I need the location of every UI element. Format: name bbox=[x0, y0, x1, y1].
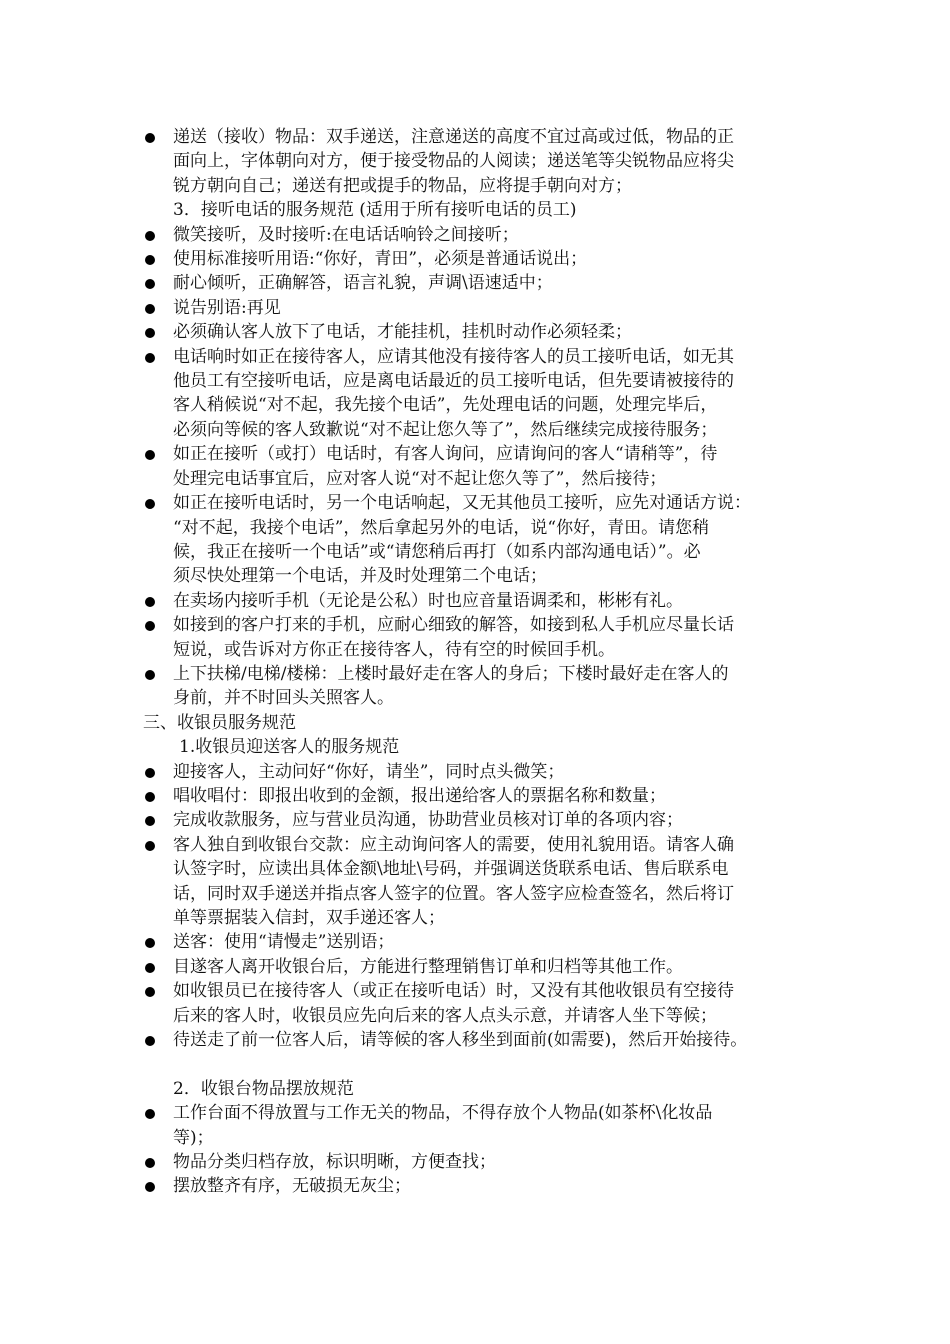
bullet-dot-icon bbox=[145, 963, 155, 973]
bullet-dot-icon bbox=[145, 841, 155, 851]
bullet-list-item bbox=[143, 930, 833, 954]
document-body bbox=[143, 125, 833, 1199]
bullet-dot-icon bbox=[145, 792, 155, 802]
bullet-list-item bbox=[143, 491, 833, 589]
bullet-text-line: 等)； bbox=[173, 1127, 214, 1148]
bullet-text-line: 短说，或告诉对方你正在接待客人，待有空的时候回手机。 bbox=[173, 639, 615, 660]
bullet-text-line: 客人稍候说“对不起，我先接个电话”，先处理电话的问题，处理完毕后， bbox=[173, 395, 718, 416]
bullet-text-line: 面向上，字体朝向对方，便于接受物品的人阅读；递送笔等尖锐物品应将尖 bbox=[173, 151, 734, 172]
bullet-dot-icon bbox=[145, 304, 155, 314]
blank-line bbox=[143, 1052, 833, 1076]
bullet-dot-icon bbox=[145, 231, 155, 241]
bullet-list-item bbox=[143, 833, 833, 931]
bullet-list-item bbox=[143, 442, 833, 491]
bullet-dot-icon bbox=[145, 1158, 155, 1168]
bullet-text-line: 如正在接听电话时，另一个电话响起，又无其他员工接听，应先对通话方说： bbox=[173, 493, 751, 514]
bullet-dot-icon bbox=[145, 1182, 155, 1192]
bullet-dot-icon bbox=[145, 670, 155, 680]
bullet-text-line: 如收银员已在接待客人（或正在接听电话）时，又没有其他收银员有空接待 bbox=[173, 981, 734, 1002]
bullet-text-line: 迎接客人，主动问好“你好，请坐”，同时点头微笑； bbox=[173, 761, 565, 782]
bullet-text-line: 话，同时双手递送并指点客人签字的位置。客人签字应检查签名，然后将订 bbox=[173, 883, 734, 904]
bullet-text-line: 须尽快处理第一个电话，并及时处理第二个电话； bbox=[173, 566, 547, 587]
bullet-dot-icon bbox=[145, 768, 155, 778]
bullet-list-item bbox=[143, 979, 833, 1028]
bullet-dot-icon bbox=[145, 450, 155, 460]
bullet-text-line: 客人独自到收银台交款：应主动询问客人的需要，使用礼貌用语。请客人确 bbox=[173, 834, 734, 855]
bullet-text-line: 目遂客人离开收银台后，方能进行整理销售订单和归档等其他工作。 bbox=[173, 956, 683, 977]
bullet-text-line: 使用标准接听用语:“你好，青田”，必须是普通话说出； bbox=[173, 249, 588, 270]
bullet-text-line: 必须确认客人放下了电话，才能挂机，挂机时动作必须轻柔； bbox=[173, 322, 632, 343]
bullet-dot-icon bbox=[145, 279, 155, 289]
bullet-text-line: 在卖场内接听手机（无论是公私）时也应音量语调柔和，彬彬有礼。 bbox=[173, 590, 683, 611]
bullet-text-line: 他员工有空接听电话，应是离电话最近的员工接听电话，但先要请被接待的 bbox=[173, 371, 734, 392]
bullet-text-line: 物品分类归档存放，标识明晰，方便查找； bbox=[173, 1152, 496, 1173]
bullet-text-line: 工作台面不得放置与工作无关的物品，不得存放个人物品(如茶杯\化妆品 bbox=[173, 1103, 713, 1124]
bullet-list-item bbox=[143, 296, 833, 320]
subsection-heading: 3．接听电话的服务规范 (适用于所有接听电话的员工) bbox=[173, 200, 577, 221]
bullet-list-item bbox=[143, 1174, 833, 1198]
bullet-list-item bbox=[143, 1150, 833, 1174]
bullet-dot-icon bbox=[145, 1036, 155, 1046]
bullet-text-line: 完成收款服务，应与营业员沟通，协助营业员核对订单的各项内容； bbox=[173, 810, 683, 831]
bullet-dot-icon bbox=[145, 987, 155, 997]
bullet-dot-icon bbox=[145, 255, 155, 265]
bullet-text-line: 微笑接听，及时接听:在电话话响铃之间接听； bbox=[173, 224, 519, 245]
bullet-text-line: 身前，并不时回头关照客人。 bbox=[173, 688, 394, 709]
bullet-text-line: “对不起，我接个电话”，然后拿起另外的电话，说“你好，青田。请您稍 bbox=[173, 517, 710, 538]
bullet-text-line: 候，我正在接听一个电话”或“请您稍后再打（如系内部沟通电话）”。必 bbox=[173, 541, 701, 562]
bullet-list-item bbox=[143, 1028, 833, 1052]
bullet-list-item bbox=[143, 589, 833, 613]
bullet-text-line: 唱收唱付：即报出收到的金额，报出递给客人的票据名称和数量； bbox=[173, 785, 666, 806]
bullet-text-line: 递送（接收）物品：双手递送，注意递送的高度不宜过高或过低，物品的正 bbox=[173, 127, 734, 147]
bullet-dot-icon bbox=[145, 1109, 155, 1119]
bullet-list-item bbox=[143, 125, 833, 198]
bullet-text-line: 处理完电话事宜后，应对客人说“对不起让您久等了”，然后接待； bbox=[173, 468, 667, 489]
bullet-text-line: 待送走了前一位客人后，请等候的客人移坐到面前(如需要)，然后开始接待。 bbox=[173, 1030, 748, 1051]
bullet-text-line: 电话响时如正在接待客人，应请其他没有接待客人的员工接听电话，如无其 bbox=[173, 346, 734, 367]
subsection-heading: 1.收银员迎送客人的服务规范 bbox=[179, 737, 400, 758]
bullet-text-line: 必须向等候的客人致歉说“对不起让您久等了”，然后继续完成接待服务； bbox=[173, 419, 718, 440]
bullet-dot-icon bbox=[145, 353, 155, 363]
bullet-list-item bbox=[143, 223, 833, 247]
bullet-dot-icon bbox=[145, 816, 155, 826]
bullet-text-line: 如接到的客户打来的手机，应耐心细致的解答，如接到私人手机应尽量长话 bbox=[173, 615, 734, 636]
subsection-heading: 2．收银台物品摆放规范 bbox=[173, 1078, 354, 1099]
bullet-text-line: 摆放整齐有序，无破损无灰尘； bbox=[173, 1176, 411, 1197]
bullet-list-item bbox=[143, 784, 833, 808]
bullet-text-line: 说告别语:再见 bbox=[173, 297, 281, 318]
bullet-list-item bbox=[143, 613, 833, 662]
bullet-list-item bbox=[143, 1101, 833, 1150]
bullet-text-line: 锐方朝向自己；递送有把或提手的物品，应将提手朝向对方； bbox=[173, 175, 632, 196]
bullet-list-item bbox=[143, 320, 833, 344]
bullet-list-item bbox=[143, 808, 833, 832]
bullet-text-line: 认签字时，应读出具体金额\地址\号码，并强调送货联系电话、售后联系电 bbox=[173, 859, 729, 880]
bullet-dot-icon bbox=[145, 597, 155, 607]
bullet-dot-icon bbox=[145, 938, 155, 948]
bullet-list-item bbox=[143, 271, 833, 295]
bullet-text-line: 单等票据装入信封，双手递还客人； bbox=[173, 908, 445, 928]
bullet-text-line: 耐心倾听，正确解答，语言礼貌，声调\语速适中； bbox=[173, 273, 553, 294]
bullet-list-item bbox=[143, 345, 833, 443]
bullet-list-item bbox=[143, 247, 833, 271]
bullet-text-line: 上下扶梯/电梯/楼梯：上楼时最好走在客人的身后；下楼时最好走在客人的 bbox=[173, 663, 729, 684]
bullet-dot-icon bbox=[145, 133, 155, 143]
section-heading: 三、收银员服务规范 bbox=[143, 712, 296, 733]
bullet-dot-icon bbox=[145, 328, 155, 338]
bullet-list-item bbox=[143, 662, 833, 711]
bullet-dot-icon bbox=[145, 621, 155, 631]
bullet-text-line: 如正在接听（或打）电话时，有客人询问，应请询问的客人“请稍等”，待 bbox=[173, 444, 718, 465]
bullet-list-item bbox=[143, 760, 833, 784]
bullet-list-item bbox=[143, 955, 833, 979]
bullet-text-line: 后来的客人时，收银员应先向后来的客人点头示意，并请客人坐下等候； bbox=[173, 1005, 717, 1026]
bullet-dot-icon bbox=[145, 499, 155, 509]
bullet-text-line: 送客：使用“请慢走”送别语； bbox=[173, 932, 395, 953]
